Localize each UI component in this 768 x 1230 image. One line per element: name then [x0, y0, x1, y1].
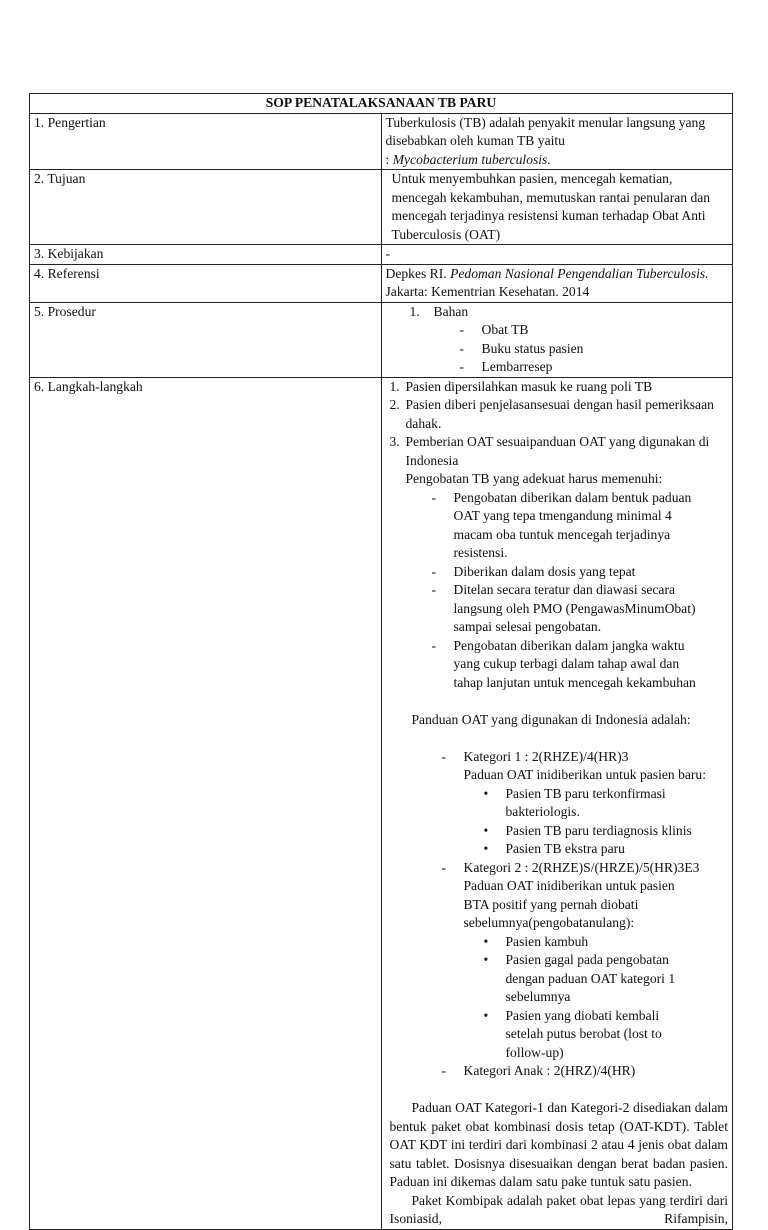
list-item: - Lembarresep — [459, 359, 553, 374]
panduan-intro: Panduan OAT yang digunakan di Indonesia adalah: — [411, 711, 691, 727]
list-item: - Obat TB — [459, 322, 529, 337]
kategori-1-items — [442, 785, 729, 859]
title-row — [30, 94, 733, 114]
list-item: • Pasien TB paru terkonfirmasi bakteriologis. — [483, 785, 666, 819]
content-tujuan — [381, 170, 733, 245]
kategori-anak: - Kategori Anak : 2(HRZ)/4(HR) — [441, 1063, 636, 1078]
kategori-list — [390, 748, 729, 1081]
list-item: - Pengobatan diberikan dalam jangka waktu yang cukup terbagi dalam tahap awal dan tahap lanjutan untuk mencegah kekambuhan — [431, 637, 696, 690]
content-kebijakan: - — [381, 245, 733, 265]
list-item: • Pasien yang diobati kembali setelah putus berobat (lost to follow-up) — [483, 1007, 662, 1060]
label-referensi: 4. Referensi — [30, 264, 382, 302]
row-prosedur — [30, 302, 733, 377]
label-langkah: 6. Langkah-langkah — [30, 377, 382, 1229]
kategori-1-desc: Paduan OAT inidiberikan untuk pasien baru: — [463, 767, 707, 782]
pengertian-colon: : — [385, 151, 393, 167]
kategori-1: - Kategori 1 : 2(RHZE)/4(HR)3 — [441, 748, 629, 764]
kategori-2-desc: Paduan OAT inidiberikan untuk pasien BTA positif yang pernah diobati sebelumnya(pengobatanulang): — [463, 878, 675, 930]
referensi-author: Depkes RI. — [385, 265, 451, 281]
kategori-2-items — [442, 933, 729, 1063]
list-item: - Ditelan secara teratur dan diawasi secara langsung oleh PMO (PengawasMinumObat) sampai selesai pengobatan. — [431, 582, 696, 634]
content-prosedur — [381, 302, 733, 377]
kategori-2: - Kategori 2 : 2(RHZE)S/(HRZE)/5(HR)3E3 — [441, 859, 700, 875]
list-item: - Buku status pasien — [459, 340, 584, 356]
referensi-book-title: Pedoman Nasional Pengendalian Tuberculosis. — [450, 265, 709, 281]
content-pengertian — [381, 113, 733, 170]
label-prosedur: 5. Prosedur — [30, 302, 382, 377]
label-kebijakan: 3. Kebijakan — [30, 245, 382, 265]
adequate-intro: Pengobatan TB yang adekuat harus memenuhi: — [405, 471, 663, 486]
label-tujuan: 2. Tujuan — [30, 170, 382, 245]
row-referensi — [30, 264, 733, 302]
label-pengertian: 1. Pengertian — [30, 113, 382, 170]
list-item: - Diberikan dalam dosis yang tepat — [431, 563, 636, 579]
list-item: • Pasien TB ekstra paru — [483, 841, 625, 856]
sop-table — [29, 93, 733, 1230]
paragraph-kombipak: Paket Kombipak adalah paket obat lepas yang terdiri dari Isoniasid, Rifampisin, — [389, 1192, 728, 1226]
step-item: 3. Pemberian OAT sesuaipanduan OAT yang digunakan di Indonesia — [389, 434, 710, 468]
prosedur-items — [386, 321, 729, 377]
content-referensi — [381, 264, 733, 302]
referensi-publisher: Jakarta: Kementrian Kesehatan. 2014 — [385, 284, 590, 299]
pengertian-text: Tuberkulosis (TB) adalah penyakit menular langsung yang disebabkan oleh kuman TB yaitu — [385, 114, 706, 148]
step-item: 1. Pasien dipersilahkan masuk ke ruang poli TB — [389, 378, 653, 394]
row-kebijakan — [30, 245, 733, 265]
pengertian-species: Mycobacterium tuberculosis. — [392, 151, 551, 167]
list-item: • Pasien TB paru terdiagnosis klinis — [483, 822, 692, 838]
row-langkah — [30, 377, 733, 1229]
row-tujuan — [30, 170, 733, 245]
tujuan-text: Untuk menyembuhkan pasien, mencegah kematian, mencegah kekambuhan, memutuskan rantai penularan dan mencegah terjadinya resistensi kuman terhadap Obat Anti Tuberculosis (OAT) — [391, 171, 711, 242]
adequate-list — [390, 489, 729, 693]
row-pengertian — [30, 113, 733, 170]
document-title: SOP PENATALAKSANAAN TB PARU — [30, 94, 733, 114]
list-item: - Pengobatan diberikan dalam bentuk paduan OAT yang tepa tmengandung minimal 4 macam oba tuntuk mencegah terjadinya resistensi. — [431, 489, 692, 560]
paragraph-kdt: Paduan OAT Kategori-1 dan Kategori-2 disediakan dalam bentuk paket obat kombinasi dosis tetap (OAT-KDT). Tablet OAT KDT ini terdiri dari kombinasi 2 atau 4 jenis obat dalam satu tablet. Dosisnya disesuaikan dengan berat badan pasien. Paduan ini dikemas dalam satu pake tuntuk satu pasien. — [389, 1100, 728, 1189]
prosedur-heading: 1. Bahan — [409, 303, 469, 319]
step-item: 2. Pasien diberi penjelasansesuai dengan hasil pemeriksaan dahak. — [389, 397, 714, 431]
list-item: • Pasien gagal pada pengobatan dengan paduan OAT kategori 1 sebelumnya — [483, 952, 676, 1004]
content-langkah — [381, 377, 733, 1229]
list-item: • Pasien kambuh — [483, 933, 589, 949]
